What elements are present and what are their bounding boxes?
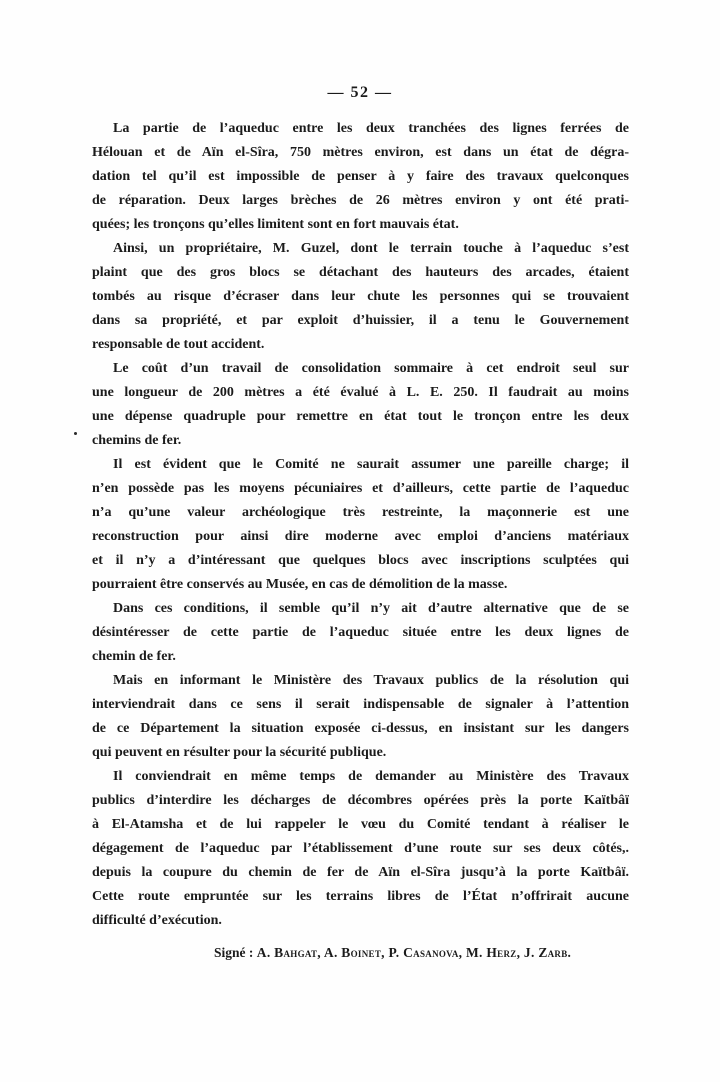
text-line: n’en possède pas les moyens pécuniaires et d’ailleurs, cette partie de l’aqueduc bbox=[92, 481, 629, 496]
text-line: reconstruction pour ainsi dire moderne avec emploi d’anciens matériaux bbox=[92, 529, 629, 544]
paragraph-4 bbox=[92, 453, 629, 597]
text-line: Cette route empruntée sur les terrains libres de l’État n’offrirait aucune bbox=[92, 889, 629, 904]
text-line: Hélouan et de Aïn el-Sîra, 750 mètres environ, est dans un état de dégra- bbox=[92, 145, 629, 160]
text-line: difficulté d’exécution. bbox=[92, 913, 222, 928]
signature-line bbox=[92, 942, 629, 964]
signature-names: A. Bahgat, A. Boinet, P. Casanova, M. Herz, J. Zarb. bbox=[256, 945, 572, 960]
text-line: à El-Atamsha et de lui rappeler le vœu du Comité tendant à réaliser le bbox=[92, 817, 629, 832]
text-line: Il conviendrait en même temps de demander au Ministère des Travaux bbox=[113, 769, 629, 784]
text-line: Le coût d’un travail de consolidation sommaire à cet endroit seul sur bbox=[113, 361, 629, 376]
page-body bbox=[92, 117, 629, 964]
page-number: — 52 — bbox=[327, 84, 393, 101]
text-line: dégagement de l’aqueduc par l’établissement d’une route sur ses deux côtés,. bbox=[92, 841, 629, 856]
text-line: une dépense quadruple pour remettre en état tout le tronçon entre les deux bbox=[92, 409, 629, 424]
text-line: responsable de tout accident. bbox=[92, 337, 265, 352]
text-line: La partie de l’aqueduc entre les deux tranchées des lignes ferrées de bbox=[113, 121, 629, 136]
text-line: une longueur de 200 mètres a été évalué à L. E. 250. Il faudrait au moins bbox=[92, 385, 629, 400]
text-line: et il n’y a d’intéressant que quelques blocs avec inscriptions sculptées qui bbox=[92, 553, 629, 568]
text-line: pourraient être conservés au Musée, en cas de démolition de la masse. bbox=[92, 577, 508, 592]
text-line: Mais en informant le Ministère des Travaux publics de la résolution qui bbox=[113, 673, 629, 688]
text-line: désintéresser de cette partie de l’aqueduc située entre les deux lignes de bbox=[92, 625, 629, 640]
text-line: chemin de fer. bbox=[92, 649, 176, 664]
paragraph-7 bbox=[92, 765, 629, 933]
text-line: plaint que des gros blocs se détachant des hauteurs des arcades, étaient bbox=[92, 265, 629, 280]
paragraph-2 bbox=[92, 237, 629, 357]
text-line: n’a qu’une valeur archéologique très restreinte, la maçonnerie est une bbox=[92, 505, 629, 520]
text-line: interviendrait dans ce sens il serait indispensable de signaler à l’attention bbox=[92, 697, 629, 712]
text-line: quées; les tronçons qu’elles limitent sont en fort mauvais état. bbox=[92, 217, 459, 232]
text-line: tombés au risque d’écraser dans leur chute les personnes qui se trouvaient bbox=[92, 289, 629, 304]
text-line: dation tel qu’il est impossible de penser à y faire des travaux quelconques bbox=[92, 169, 629, 184]
paragraph-5 bbox=[92, 597, 629, 669]
paragraph-3 bbox=[92, 357, 629, 453]
text-line: qui peuvent en résulter pour la sécurité publique. bbox=[92, 745, 387, 760]
text-line: Ainsi, un propriétaire, M. Guzel, dont le terrain touche à l’aqueduc s’est bbox=[113, 241, 629, 256]
text-line: Il est évident que le Comité ne saurait assumer une pareille charge; il bbox=[113, 457, 629, 472]
text-line: depuis la coupure du chemin de fer de Aïn el-Sîra jusqu’à la porte Kaïtbâï. bbox=[92, 865, 629, 880]
paragraph-1 bbox=[92, 117, 629, 237]
text-line: de réparation. Deux larges brèches de 26 mètres environ y ont été prati- bbox=[92, 193, 629, 208]
text-line: de ce Département la situation exposée ci-dessus, en insistant sur les dangers bbox=[92, 721, 629, 736]
text-line: Dans ces conditions, il semble qu’il n’y ait d’autre alternative que de se bbox=[113, 601, 629, 616]
text-line: chemins de fer. bbox=[92, 433, 182, 448]
signature-prefix: Signé : bbox=[214, 945, 257, 960]
text-line: publics d’interdire les décharges de décombres opérées près la porte Kaïtbâï bbox=[92, 793, 629, 808]
paragraph-6 bbox=[92, 669, 629, 765]
ink-speck bbox=[74, 432, 77, 435]
text-line: dans sa propriété, et par exploit d’huissier, il a tenu le Gouvernement bbox=[92, 313, 629, 328]
